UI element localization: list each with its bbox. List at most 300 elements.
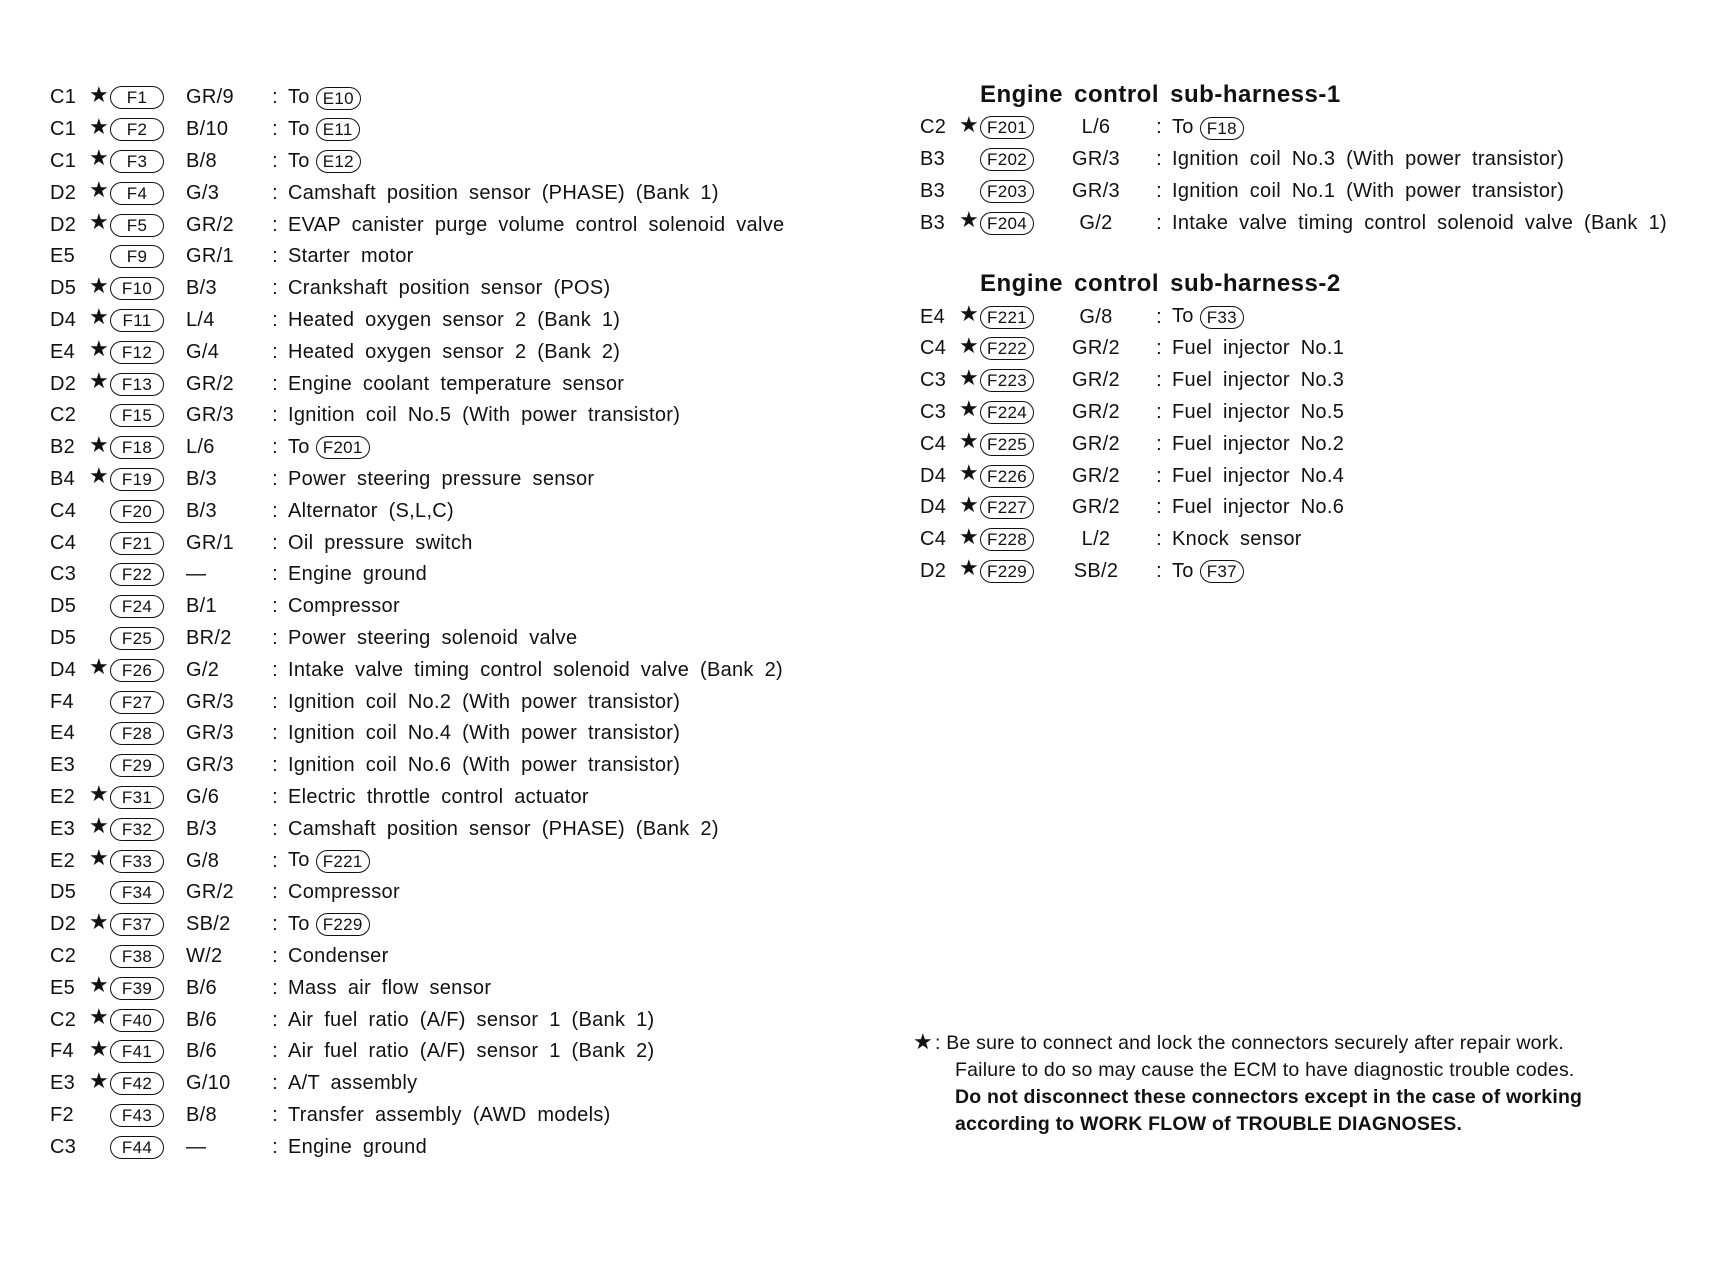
connector-id: F32 xyxy=(110,818,164,841)
description-text: Electric throttle control actuator xyxy=(288,785,589,808)
wire-spec: — xyxy=(186,1135,207,1158)
description-text: Mass air flow sensor xyxy=(288,976,492,999)
separator: : xyxy=(1156,116,1162,139)
description-text: Compressor xyxy=(288,595,400,618)
connector-id-wrap xyxy=(110,977,186,1000)
connector-id-wrap xyxy=(110,468,186,491)
wire-spec: G/8 xyxy=(1079,305,1113,328)
connector-id: F22 xyxy=(110,563,164,586)
connector-row xyxy=(920,301,1667,333)
connector-id: F202 xyxy=(980,148,1034,171)
separator: : xyxy=(272,1135,278,1158)
grid-location: C2 xyxy=(50,1008,77,1031)
connector-id-wrap xyxy=(980,465,1056,488)
connector-row xyxy=(920,524,1667,556)
connector-description xyxy=(288,86,361,109)
separator: : xyxy=(272,913,278,936)
description-text: Camshaft position sensor (PHASE) (Bank 2) xyxy=(288,817,719,840)
separator: : xyxy=(272,1103,278,1126)
grid-location: E4 xyxy=(920,305,946,328)
wire-spec: G/2 xyxy=(186,658,220,681)
grid-location: B3 xyxy=(920,211,946,234)
separator: : xyxy=(1156,496,1162,519)
connector-id-wrap xyxy=(110,881,186,904)
description-text: Intake valve timing control solenoid valve (Bank 1) xyxy=(1172,211,1667,234)
connector-id: F228 xyxy=(980,528,1034,551)
connector-row xyxy=(50,464,784,496)
connector-id-wrap xyxy=(110,214,186,237)
description-text: Ignition coil No.2 (With power transistor) xyxy=(288,690,681,713)
connector-id-wrap xyxy=(110,691,186,714)
connector-row xyxy=(50,1004,784,1036)
note-line-2: Failure to do so may cause the ECM to have diagnostic trouble codes. xyxy=(955,1059,1575,1081)
separator: : xyxy=(272,1008,278,1031)
connector-id: F15 xyxy=(110,404,164,427)
description-text: Ignition coil No.3 (With power transistor) xyxy=(1172,148,1565,171)
separator: : xyxy=(272,86,278,109)
wire-spec: — xyxy=(186,563,207,586)
grid-location: D2 xyxy=(50,372,77,395)
connector-id-wrap xyxy=(110,850,186,873)
separator: : xyxy=(272,277,278,300)
separator: : xyxy=(272,785,278,808)
wire-spec: B/6 xyxy=(186,1040,217,1063)
connector-description xyxy=(288,818,719,841)
grid-location: C2 xyxy=(50,944,77,967)
description-text: To xyxy=(288,849,310,872)
grid-location: D5 xyxy=(50,595,77,618)
connector-row xyxy=(50,782,784,814)
connector-description xyxy=(1172,212,1667,235)
wire-spec: L/4 xyxy=(186,308,215,331)
connector-row xyxy=(920,492,1667,524)
connector-id-wrap xyxy=(110,309,186,332)
connector-id-wrap xyxy=(980,560,1056,583)
wire-spec: B/8 xyxy=(186,149,217,172)
sub-harness-2-title: Engine control sub-harness-2 xyxy=(980,270,1341,298)
connector-row xyxy=(50,209,784,241)
connector-row xyxy=(50,368,784,400)
left-connector-list xyxy=(50,82,784,1163)
grid-location: D5 xyxy=(50,881,77,904)
connector-id: F29 xyxy=(110,754,164,777)
connector-row xyxy=(920,397,1667,429)
separator: : xyxy=(272,658,278,681)
connector-description xyxy=(288,309,620,332)
connector-id-wrap xyxy=(110,595,186,618)
connector-id-wrap xyxy=(980,433,1056,456)
wire-spec: L/2 xyxy=(1081,528,1111,551)
star-icon: ★ xyxy=(88,781,110,807)
connector-id: F18 xyxy=(110,436,164,459)
star-icon: ★ xyxy=(958,364,980,390)
separator: : xyxy=(272,499,278,522)
connector-description xyxy=(1172,305,1244,328)
note-line-1: Be sure to connect and lock the connectors securely after repair work. xyxy=(946,1032,1564,1054)
connector-description xyxy=(288,532,473,555)
connector-description xyxy=(288,150,361,173)
connector-id-wrap xyxy=(110,341,186,364)
grid-location: E2 xyxy=(50,785,76,808)
connector-id-wrap xyxy=(110,563,186,586)
connector-description xyxy=(288,786,589,809)
description-text: Condenser xyxy=(288,944,389,967)
connector-row xyxy=(50,813,784,845)
connector-id-wrap xyxy=(110,1104,186,1127)
connector-id-wrap xyxy=(110,945,186,968)
wire-spec: GR/2 xyxy=(1072,496,1120,519)
connector-description xyxy=(288,913,370,936)
connector-row xyxy=(50,877,784,909)
connector-id: F44 xyxy=(110,1136,164,1159)
connector-description xyxy=(288,341,620,364)
connector-description xyxy=(288,468,594,491)
target-connector-id: F37 xyxy=(1200,560,1244,583)
connector-description xyxy=(288,500,454,523)
connector-description xyxy=(288,722,680,745)
connector-row xyxy=(50,1131,784,1163)
connector-id: F20 xyxy=(110,500,164,523)
description-text: Engine ground xyxy=(288,1135,428,1158)
star-icon: ★ xyxy=(88,845,110,871)
separator: : xyxy=(272,976,278,999)
description-text: To xyxy=(288,913,310,935)
grid-location: E4 xyxy=(50,722,76,745)
grid-location: D2 xyxy=(920,559,947,582)
description-text: To xyxy=(288,86,310,109)
connector-description xyxy=(288,945,389,968)
sub-harness-2-rows xyxy=(920,301,1667,587)
separator: : xyxy=(1156,400,1162,423)
grid-location: D2 xyxy=(50,913,77,936)
description-text: Fuel injector No.1 xyxy=(1172,337,1345,360)
connector-row xyxy=(920,365,1667,397)
connector-description xyxy=(288,849,370,872)
description-text: To xyxy=(1172,305,1194,328)
connector-row xyxy=(50,654,784,686)
connector-row xyxy=(50,241,784,273)
connector-id-wrap xyxy=(110,404,186,427)
connector-description xyxy=(1172,180,1564,203)
connector-id: F227 xyxy=(980,496,1034,519)
connector-row xyxy=(50,114,784,146)
separator: : xyxy=(1156,337,1162,360)
wire-spec: B/1 xyxy=(186,595,217,618)
grid-location: C4 xyxy=(920,337,947,360)
grid-location: D4 xyxy=(50,658,77,681)
star-icon: ★ xyxy=(88,654,110,680)
description-text: A/T assembly xyxy=(288,1072,418,1095)
grid-location: C4 xyxy=(50,499,77,522)
wire-spec: G/8 xyxy=(186,849,220,872)
connector-row xyxy=(50,273,784,305)
connector-id-wrap xyxy=(980,337,1056,360)
description-text: Oil pressure switch xyxy=(288,531,473,554)
connector-row xyxy=(50,1036,784,1068)
description-text: Fuel injector No.5 xyxy=(1172,400,1345,423)
grid-location: E4 xyxy=(50,340,76,363)
connector-id-wrap xyxy=(980,212,1056,235)
connector-id-wrap xyxy=(110,436,186,459)
grid-location: C1 xyxy=(50,86,77,109)
connector-description xyxy=(288,691,680,714)
connector-description xyxy=(1172,496,1344,519)
connector-description xyxy=(288,881,400,904)
description-text: To xyxy=(1172,116,1194,139)
description-text: Ignition coil No.6 (With power transistor) xyxy=(288,754,681,777)
grid-location: C1 xyxy=(50,149,77,172)
description-text: Compressor xyxy=(288,881,400,904)
connector-description xyxy=(288,1072,417,1095)
sub-harness-1-title: Engine control sub-harness-1 xyxy=(980,81,1341,108)
wire-spec: GR/3 xyxy=(1072,179,1120,202)
grid-location: D4 xyxy=(920,464,947,487)
note-colon: : xyxy=(935,1032,941,1054)
connector-row xyxy=(920,112,1667,144)
description-text: EVAP canister purge volume control solenoid valve xyxy=(288,213,785,236)
description-text: Crankshaft position sensor (POS) xyxy=(288,277,611,300)
star-icon: ★ xyxy=(958,491,980,517)
target-connector-id: F33 xyxy=(1200,306,1244,329)
connector-id: F39 xyxy=(110,977,164,1000)
connector-id-wrap xyxy=(980,369,1056,392)
connector-description xyxy=(288,659,783,682)
star-icon: ★ xyxy=(88,272,110,298)
separator: : xyxy=(1156,369,1162,392)
wire-spec: B/3 xyxy=(186,277,217,300)
star-icon: ★ xyxy=(88,1067,110,1093)
connector-id-wrap xyxy=(110,722,186,745)
connector-id: F34 xyxy=(110,881,164,904)
description-text: Camshaft position sensor (PHASE) (Bank 1) xyxy=(288,181,719,204)
connector-description xyxy=(1172,148,1564,171)
grid-location: C2 xyxy=(50,404,77,427)
wire-spec: G/6 xyxy=(186,785,220,808)
separator: : xyxy=(1156,179,1162,202)
grid-location: D4 xyxy=(920,496,947,519)
connector-id-wrap xyxy=(980,116,1056,139)
description-text: Engine coolant temperature sensor xyxy=(288,372,625,395)
grid-location: E3 xyxy=(50,754,76,777)
wire-spec: G/10 xyxy=(186,1072,231,1095)
connector-id: F221 xyxy=(980,306,1034,329)
wire-spec: B/6 xyxy=(186,1008,217,1031)
grid-location: C3 xyxy=(50,563,77,586)
wire-spec: B/10 xyxy=(186,118,229,141)
wire-spec: GR/3 xyxy=(1072,148,1120,171)
connector-id-wrap xyxy=(110,627,186,650)
connector-row xyxy=(50,750,784,782)
description-text: To xyxy=(288,118,310,141)
grid-location: C3 xyxy=(50,1135,77,1158)
connector-description xyxy=(288,977,491,1000)
star-icon: ★ xyxy=(88,81,110,107)
connector-id: F223 xyxy=(980,369,1034,392)
connector-description xyxy=(288,404,680,427)
separator: : xyxy=(272,1072,278,1095)
connector-id: F28 xyxy=(110,722,164,745)
connector-id: F201 xyxy=(980,116,1034,139)
section-spacer xyxy=(920,239,1667,267)
description-text: Fuel injector No.6 xyxy=(1172,496,1345,519)
connector-id-wrap xyxy=(980,496,1056,519)
connector-row xyxy=(50,559,784,591)
connector-row xyxy=(50,336,784,368)
connector-description xyxy=(288,277,611,300)
separator: : xyxy=(272,595,278,618)
separator: : xyxy=(1156,432,1162,455)
separator: : xyxy=(272,404,278,427)
description-text: Ignition coil No.1 (With power transistor) xyxy=(1172,179,1565,202)
grid-location: E5 xyxy=(50,976,76,999)
wire-spec: B/3 xyxy=(186,499,217,522)
wire-spec: GR/2 xyxy=(1072,464,1120,487)
grid-location: D2 xyxy=(50,181,77,204)
connector-id: F10 xyxy=(110,277,164,300)
connector-id: F4 xyxy=(110,182,164,205)
star-icon: ★ xyxy=(958,301,980,327)
connector-id: F43 xyxy=(110,1104,164,1127)
connector-description xyxy=(288,563,427,586)
star-icon: ★ xyxy=(958,460,980,486)
description-text: To xyxy=(1172,559,1194,582)
grid-location: B3 xyxy=(920,179,946,202)
star-icon: ★ xyxy=(88,336,110,362)
sub-harness-1-rows xyxy=(920,112,1667,239)
connector-id-wrap xyxy=(980,528,1056,551)
connector-id-wrap xyxy=(110,754,186,777)
connector-id: F27 xyxy=(110,691,164,714)
connector-id: F204 xyxy=(980,212,1034,235)
wire-spec: GR/3 xyxy=(186,404,234,427)
wire-spec: W/2 xyxy=(186,944,223,967)
star-icon: ★ xyxy=(958,523,980,549)
wire-spec: G/2 xyxy=(1079,211,1113,234)
separator: : xyxy=(1156,305,1162,328)
target-connector-id: E10 xyxy=(316,87,361,110)
star-icon: ★ xyxy=(958,207,980,233)
wire-spec: GR/2 xyxy=(186,881,234,904)
connector-row xyxy=(920,207,1667,239)
description-text: Starter motor xyxy=(288,245,414,268)
connector-description xyxy=(1172,433,1344,456)
separator: : xyxy=(272,340,278,363)
connector-description xyxy=(288,214,784,237)
separator: : xyxy=(1156,464,1162,487)
star-icon: ★ xyxy=(958,396,980,422)
connector-id: F26 xyxy=(110,659,164,682)
star-icon: ★ xyxy=(913,1029,933,1054)
connector-row xyxy=(50,432,784,464)
connector-id-wrap xyxy=(110,1009,186,1032)
connector-row xyxy=(50,591,784,623)
grid-location: F2 xyxy=(50,1103,74,1126)
grid-location: C3 xyxy=(920,400,947,423)
wire-spec: GR/2 xyxy=(1072,337,1120,360)
connector-id: F229 xyxy=(980,560,1034,583)
description-text: Heated oxygen sensor 2 (Bank 2) xyxy=(288,340,621,363)
connector-id: F5 xyxy=(110,214,164,237)
wire-spec: GR/3 xyxy=(186,754,234,777)
connector-row xyxy=(50,1068,784,1100)
separator: : xyxy=(1156,148,1162,171)
connector-id-wrap xyxy=(110,786,186,809)
caution-note xyxy=(913,1028,1582,1138)
connector-id: F21 xyxy=(110,532,164,555)
separator: : xyxy=(272,722,278,745)
connector-id-wrap xyxy=(980,148,1056,171)
star-icon: ★ xyxy=(88,972,110,998)
connector-row xyxy=(920,144,1667,176)
connector-id: F203 xyxy=(980,180,1034,203)
connector-id: F11 xyxy=(110,309,164,332)
connector-description xyxy=(288,1009,655,1032)
connector-id-wrap xyxy=(980,306,1056,329)
separator: : xyxy=(272,1040,278,1063)
description-text: Air fuel ratio (A/F) sensor 1 (Bank 2) xyxy=(288,1040,655,1063)
star-icon: ★ xyxy=(88,209,110,235)
grid-location: F4 xyxy=(50,1040,74,1063)
star-icon: ★ xyxy=(88,908,110,934)
star-icon: ★ xyxy=(88,463,110,489)
wire-spec: SB/2 xyxy=(1073,559,1119,582)
wire-spec: GR/2 xyxy=(1072,400,1120,423)
star-icon: ★ xyxy=(958,428,980,454)
separator: : xyxy=(272,881,278,904)
wire-spec: GR/3 xyxy=(186,690,234,713)
grid-location: D5 xyxy=(50,626,77,649)
wire-spec: SB/2 xyxy=(186,913,231,936)
connector-id-wrap xyxy=(110,818,186,841)
connector-row xyxy=(50,146,784,178)
connector-description xyxy=(1172,401,1344,424)
wire-spec: GR/1 xyxy=(186,245,234,268)
connector-row xyxy=(50,972,784,1004)
connector-row xyxy=(50,941,784,973)
grid-location: D2 xyxy=(50,213,77,236)
connector-row xyxy=(920,556,1667,588)
connector-id: F41 xyxy=(110,1040,164,1063)
connector-row xyxy=(50,1100,784,1132)
right-connector-list xyxy=(920,78,1667,587)
connector-description xyxy=(1172,465,1344,488)
separator: : xyxy=(272,308,278,331)
connector-id: F24 xyxy=(110,595,164,618)
connector-description xyxy=(288,627,577,650)
connector-id-wrap xyxy=(110,532,186,555)
wire-spec: B/6 xyxy=(186,976,217,999)
grid-location: C1 xyxy=(50,118,77,141)
separator: : xyxy=(272,213,278,236)
wire-spec: B/3 xyxy=(186,817,217,840)
star-icon: ★ xyxy=(88,177,110,203)
wire-spec: GR/2 xyxy=(186,372,234,395)
description-text: Power steering pressure sensor xyxy=(288,467,595,490)
connector-id: F37 xyxy=(110,913,164,936)
connector-id-wrap xyxy=(110,118,186,141)
connector-description xyxy=(1172,369,1344,392)
connector-id-wrap xyxy=(110,150,186,173)
connector-row xyxy=(920,428,1667,460)
target-connector-id: F18 xyxy=(1200,117,1244,140)
description-text: Alternator (S,L,C) xyxy=(288,499,455,522)
connector-id: F222 xyxy=(980,337,1034,360)
connector-description xyxy=(288,1040,655,1063)
connector-id: F2 xyxy=(110,118,164,141)
connector-row xyxy=(50,686,784,718)
star-icon: ★ xyxy=(958,111,980,137)
connector-id-wrap xyxy=(110,1136,186,1159)
